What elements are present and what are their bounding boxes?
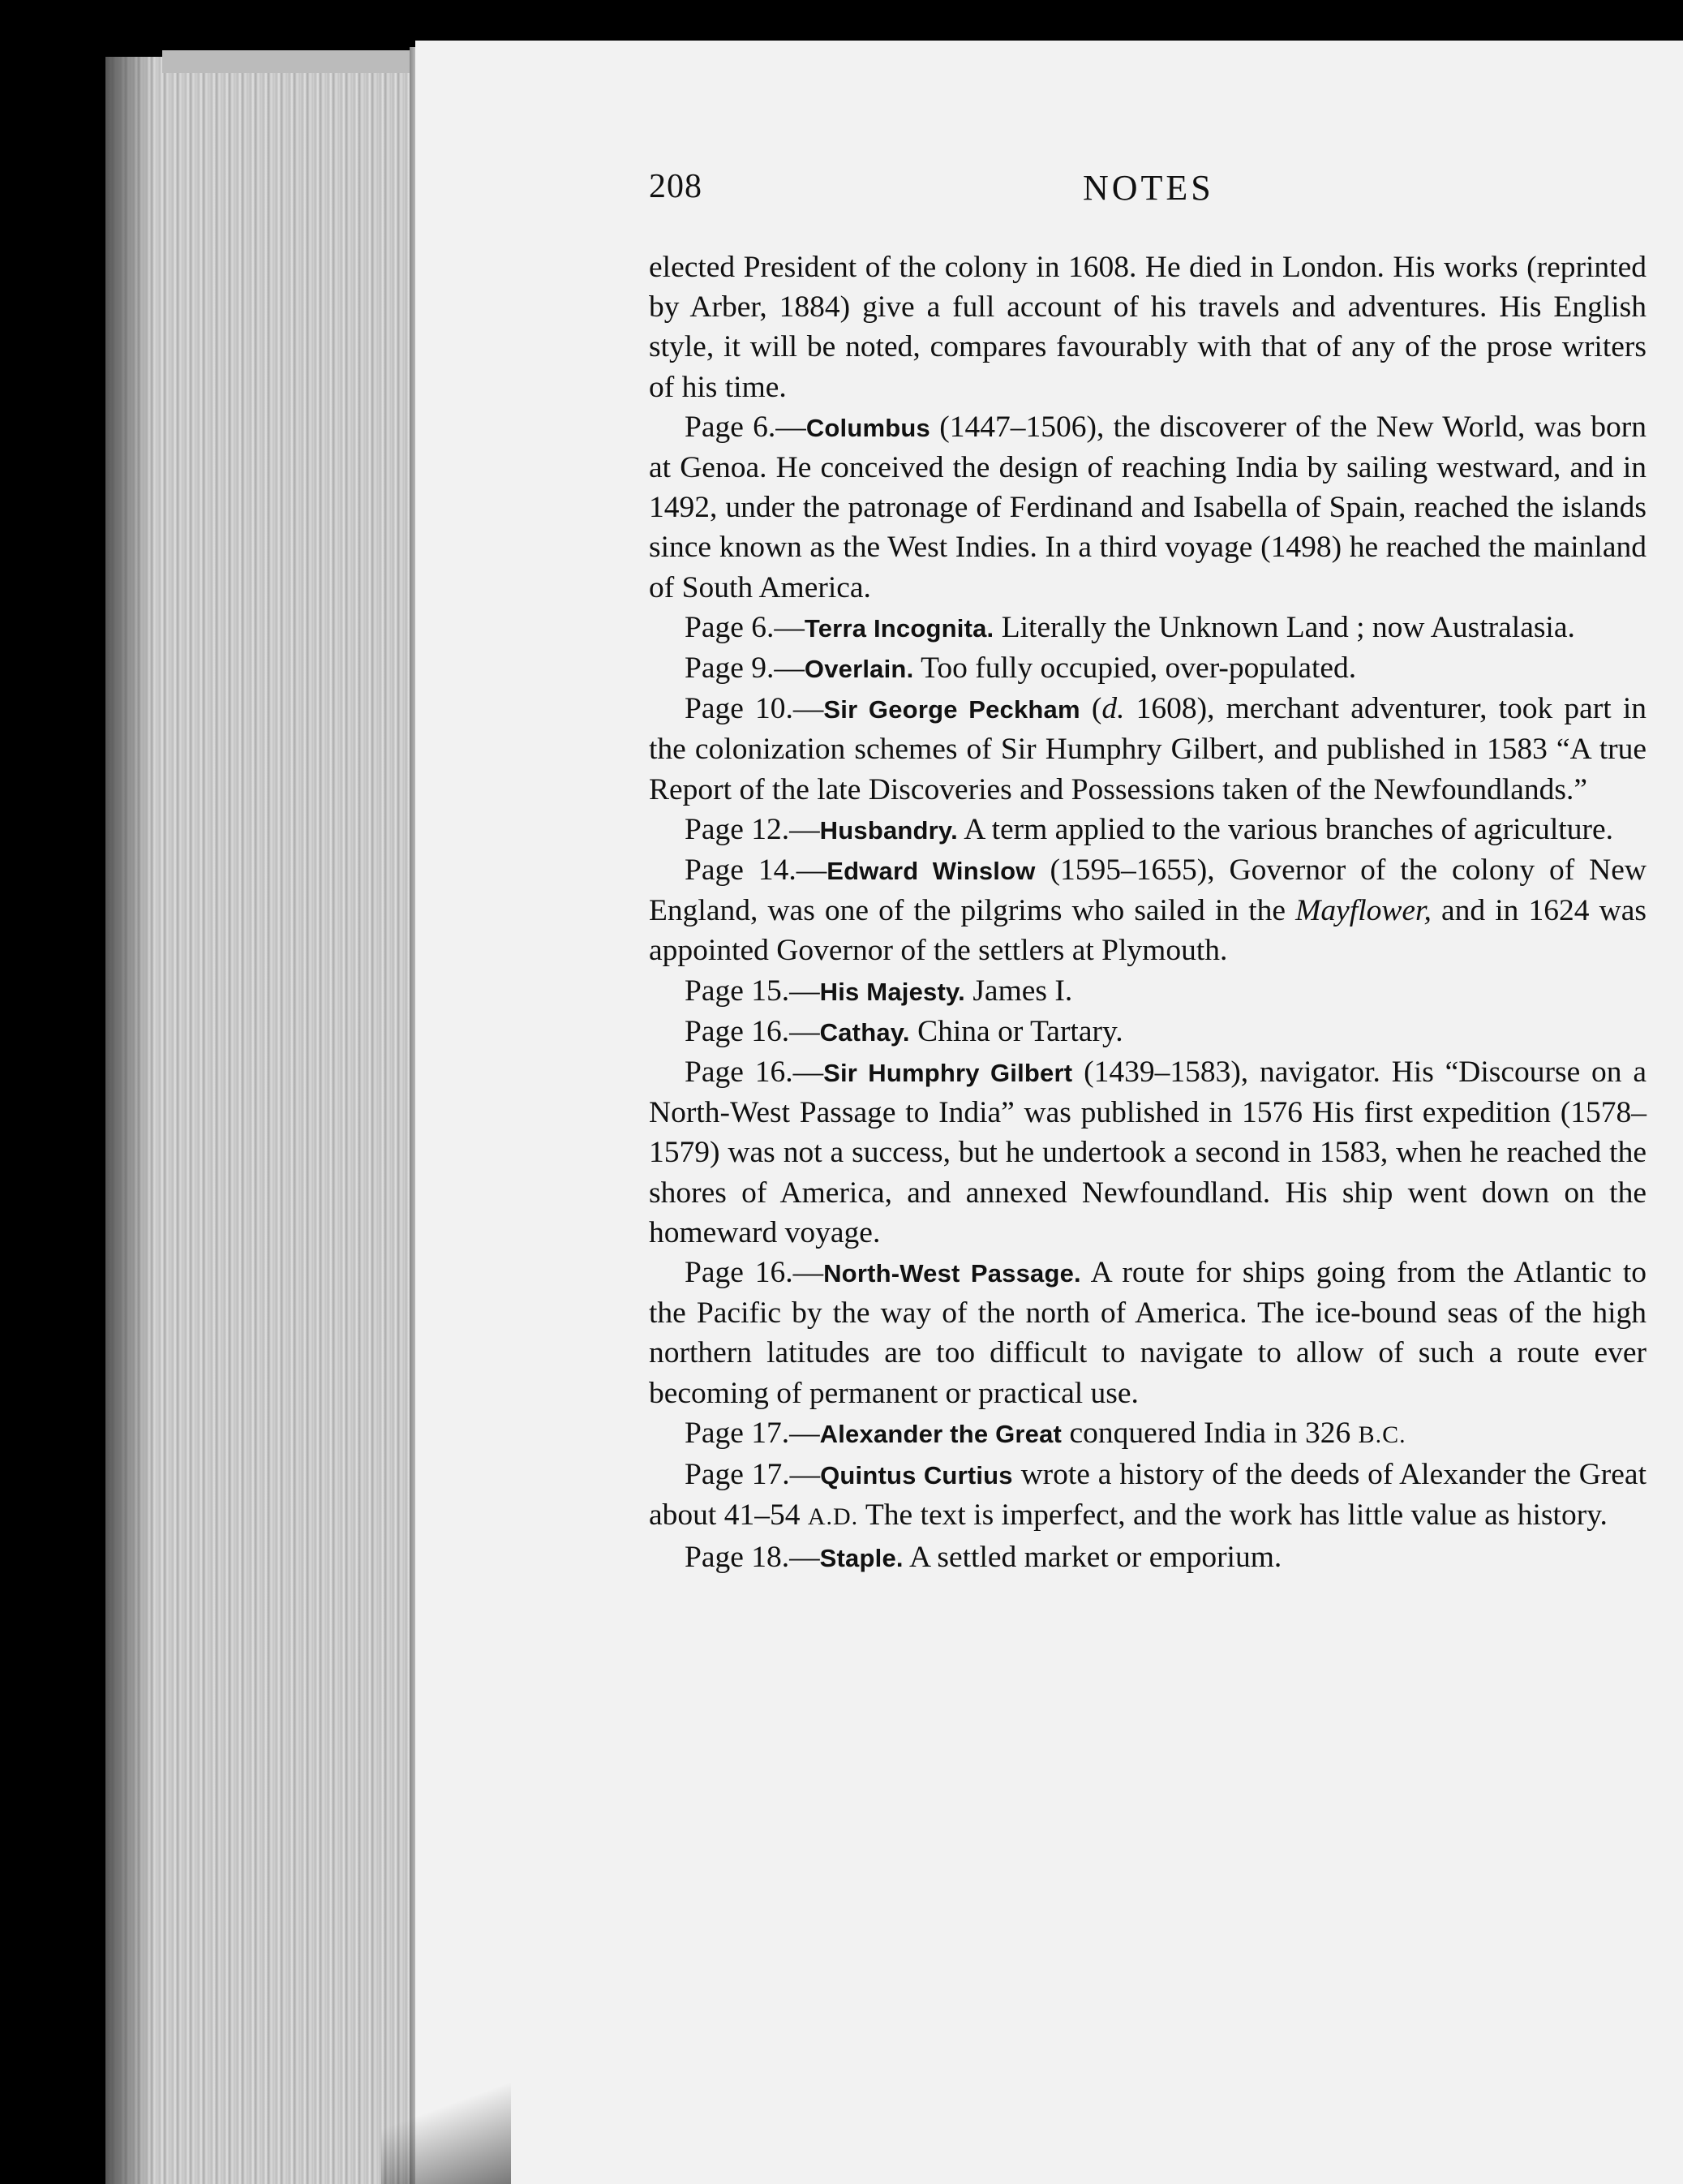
note-paragraph [649, 850, 1647, 971]
note-text: China or Tartary. [909, 1014, 1123, 1048]
note-page-ref: Page 17.— [685, 1416, 820, 1450]
page-stack-shadow [105, 57, 154, 2184]
note-headword: Sir George Peckham [823, 695, 1080, 724]
page-stack-top [162, 50, 422, 73]
note-text: wrote a history of the deeds of Alexander the Great about 41–54 [649, 1458, 1647, 1533]
note-headword: Staple. [819, 1543, 904, 1572]
note-headword: Sir Humphry Gilbert [823, 1059, 1073, 1088]
note-headword: North-West Passage. [823, 1259, 1081, 1288]
note-headword: Edward Winslow [826, 857, 1036, 886]
page-corner-shadow [381, 2061, 511, 2184]
note-paragraph [649, 1052, 1647, 1253]
note-paragraph [649, 648, 1647, 689]
note-page-ref: Page 16.— [685, 1256, 824, 1290]
note-italic: d. [1101, 692, 1125, 726]
note-text: A term applied to the various branches of agriculture. [957, 812, 1613, 846]
note-headword: Husbandry. [819, 815, 958, 845]
note-paragraph [649, 407, 1647, 608]
note-text: The text is imperfect, and the work has little value as history. [858, 1498, 1608, 1533]
note-page-ref: Page 9.— [685, 651, 805, 686]
note-text: Too fully occupied, over-populated. [913, 651, 1357, 686]
note-text: (1439–1583), navigator. His “Discourse on a North-West Passage to India” was published in 1576 His first expedition (1578–1579) was not a success, but he undertook a second in 1583, when he reached the shores of America, and annexed Newfoundland. His ship went down on the homeward voyage. [649, 1055, 1647, 1249]
note-page-ref: Page 6.— [685, 410, 806, 444]
note-headword: Overlain. [804, 655, 914, 684]
note-text: (1595–1655), Governor of the colony of New England, was one of the pilgrims who sailed in the [649, 853, 1647, 928]
note-paragraph [649, 1455, 1647, 1537]
note-paragraph [649, 247, 1647, 407]
note-paragraph [649, 1537, 1647, 1578]
note-text: and in 1624 was appointed Governor of the settlers at Plymouth. [649, 894, 1647, 968]
note-page-ref: Page 16.— [685, 1055, 824, 1090]
note-paragraph [649, 608, 1647, 648]
note-text: Literally the Unknown Land ; now Australasia. [994, 610, 1575, 644]
note-smallcaps: B.C. [1358, 1421, 1406, 1448]
running-head: NOTES [1083, 168, 1214, 208]
note-smallcaps: A.D. [807, 1503, 859, 1531]
note-page-ref: Page 18.— [685, 1540, 820, 1574]
note-headword: Alexander the Great [819, 1419, 1063, 1448]
note-text: A route for ships going from the Atlantic to the Pacific by the way of the north of America. The ice-bound seas of the high northern latitudes are too difficult to navigate to allow of such a route ever becoming of permanent or practical use. [649, 1256, 1647, 1410]
note-italic: Mayflower, [1295, 894, 1432, 928]
note-page-ref: Page 16.— [685, 1014, 820, 1048]
note-text: ( [1080, 692, 1102, 726]
note-text: A settled market or emporium. [903, 1540, 1282, 1574]
notes-body [649, 247, 1647, 1578]
note-page-ref: Page 15.— [685, 974, 820, 1008]
note-paragraph [649, 1012, 1647, 1052]
note-page-ref: Page 12.— [685, 812, 820, 846]
note-headword: Cathay. [819, 1017, 910, 1047]
page-number: 208 [649, 168, 702, 205]
note-text: James I. [964, 974, 1073, 1008]
note-paragraph [649, 810, 1647, 850]
note-text: conquered India in 326 [1062, 1416, 1359, 1450]
note-headword: Terra Incognita. [804, 613, 994, 643]
note-headword: Columbus [805, 413, 930, 442]
note-text: (1447–1506), the discoverer of the New World, was born at Genoa. He conceived the design of reaching India by sailing westward, and in 1492, under the patronage of Ferdinand and Isabella of Spain, reached the islands since known as the West Indies. In a third voyage (1498) he reached the mainland of South America. [649, 410, 1647, 604]
note-paragraph [649, 1413, 1647, 1455]
note-headword: His Majesty. [819, 977, 965, 1006]
note-page-ref: Page 17.— [685, 1458, 821, 1492]
note-page-ref: Page 14.— [685, 853, 827, 888]
note-page-ref: Page 10.— [685, 692, 824, 726]
note-paragraph [649, 689, 1647, 810]
note-page-ref: Page 6.— [685, 610, 805, 644]
note-text: 1608), merchant adventurer, took part in the colonization schemes of Sir Humphry Gilbert, and published in 1583 “A true Report of the late Discoveries and Possessions taken of the Newfoundlands.” [649, 692, 1647, 806]
note-text: elected President of the colony in 1608. He died in London. His works (reprinted by Arber, 1884) give a full account of his travels and adventures. His English style, it will be noted, compares favourably with that of any of the prose writers of his time. [649, 251, 1647, 404]
note-paragraph [649, 1253, 1647, 1413]
note-paragraph [649, 971, 1647, 1012]
note-headword: Quintus Curtius [820, 1461, 1013, 1490]
